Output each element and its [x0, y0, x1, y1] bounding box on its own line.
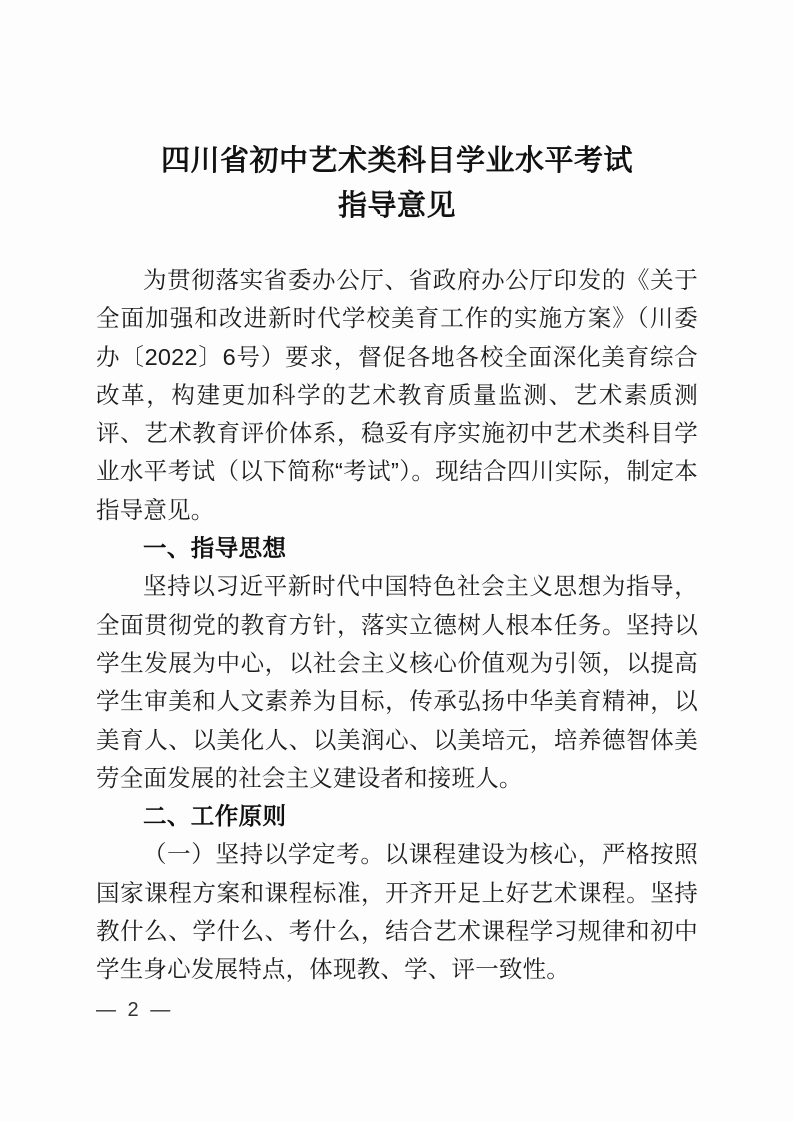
- page-number-footer: — 2 —: [96, 999, 174, 1021]
- heading-section-two: 二、工作原则: [143, 803, 287, 830]
- document-body: [96, 261, 698, 989]
- page-title: [96, 0, 698, 229]
- paragraph-principle-one: （一）坚持以学定考。以课程建设为核心，严格按照国家课程方案和课程标准，开齐开足上好艺术课程。坚持教什么、学什么、考什么，结合艺术课程学习规律和初中学生身心发展特点，体现教、学、评一致性。: [96, 841, 698, 983]
- document-content: [96, 0, 698, 989]
- page-title-line-1: 四川省初中艺术类科目学业水平考试: [160, 145, 633, 177]
- page-title-line-2: 指导意见: [337, 190, 456, 222]
- heading-section-one: 一、指导思想: [143, 535, 287, 562]
- paragraph-preamble: 为贯彻落实省委办公厅、省政府办公厅印发的《关于全面加强和改进新时代学校美育工作的实施方案》（川委办〔2022〕6号）要求，督促各地各校全面深化美育综合改革，构建更加科学的艺术教育质量监测、艺术素质测评、艺术教育评价体系，稳妥有序实施初中艺术类科目学业水平考试（以下简称“考试”）。现结合四川实际，制定本指导意见。: [96, 267, 698, 523]
- paragraph-guiding-ideology: 坚持以习近平新时代中国特色社会主义思想为指导，全面贯彻党的教育方针，落实立德树人根本任务。坚持以学生发展为中心，以社会主义核心价值观为引领，以提高学生审美和人文素养为目标，传承弘扬中华美育精神，以美育人、以美化人、以美润心、以美培元，培养德智体美劳全面发展的社会主义建设者和接班人。: [96, 573, 698, 791]
